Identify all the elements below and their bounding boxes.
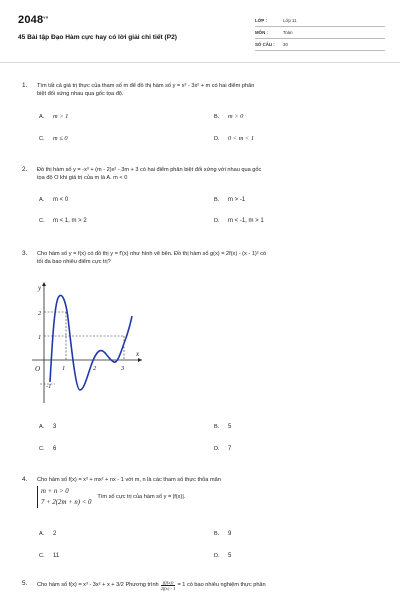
question-line: Đồ thị hàm số y = -x³ + (m - 2)x² - 3m + 3 có hai điểm phân biệt đối xứng với nhau qua gốc (37, 167, 262, 173)
question-2 (22, 166, 382, 224)
meta-row-subject (255, 27, 385, 39)
header-divider (0, 62, 400, 63)
tick-x1: 1 (62, 365, 66, 372)
meta-value: Lớp 11 (283, 18, 297, 23)
meta-info-table (255, 15, 385, 51)
option-d[interactable]: D. 0 < m < 1 (214, 134, 255, 142)
option-b[interactable]: B. 5 (214, 424, 232, 430)
option-c[interactable]: C. m ≤ 0 (39, 134, 68, 142)
option-d[interactable]: D. 5 (214, 553, 232, 559)
condition-row (37, 486, 382, 508)
question-line: Cho hàm số y = f(x) có đồ thị y = f'(x) như hình vẽ bên. Đồ thị hàm số g(x) = 2f(x) - (x - 1)² có (37, 251, 267, 257)
question-number: 3. (22, 250, 28, 257)
meta-row-count (255, 39, 385, 51)
option-d[interactable]: D. m < -1, m > 1 (214, 217, 264, 224)
question-number: 5. (22, 580, 28, 587)
option-c[interactable]: C. 11 (39, 553, 60, 559)
option-b[interactable]: B. m > -1 (214, 196, 246, 203)
tick-y2: 2 (38, 310, 42, 317)
question-3 (22, 250, 382, 267)
option-a[interactable]: A. 3 (39, 424, 57, 430)
option-b[interactable]: B. m > 0 (214, 112, 244, 120)
x-label: x (136, 350, 140, 358)
answer-options (39, 99, 382, 143)
option-d[interactable]: D. 7 (214, 446, 232, 452)
question-5 (22, 580, 382, 591)
meta-value: 30 (283, 42, 288, 47)
question-line: Cho hàm số f(x) = x³ + mx² + nx - 1 với m, n là các tham số thực thỏa mãn (37, 477, 221, 483)
question-line: Tìm số cực trị của hàm số y = |f(x)|. (97, 494, 186, 501)
question-text (37, 250, 382, 267)
derivative-graph (30, 278, 150, 408)
question-line: tối đa bao nhiêu điểm cực trị? (37, 259, 111, 266)
tick-x2: 2 (93, 365, 97, 372)
condition-2: 7 + 2(2m + n) < 0 (41, 499, 92, 507)
y-label: y (38, 284, 42, 292)
tick-yneg1: -1 (46, 383, 52, 390)
question-line: = 1 có bao nhiêu nghiệm thực phân (177, 582, 266, 589)
tick-x3: 3 (121, 365, 125, 372)
page-title: 45 Bài tập Đạo Hàm cực hay có lời giải chi tiết (P2) (18, 34, 177, 41)
equation-fraction (161, 580, 176, 591)
question-text (37, 82, 382, 99)
site-logo[interactable]: $2048^{vn}$ (18, 14, 49, 26)
fraction-denominator: 2f(x) - 1 (160, 586, 176, 591)
meta-value: Toán (283, 30, 293, 35)
option-a[interactable]: A. 2 (39, 531, 57, 537)
meta-label: LỚP : (255, 18, 267, 23)
condition-1: m + n > 0 (41, 488, 69, 496)
meta-label: SỐ CÂU : (255, 42, 275, 47)
question-number: 1. (22, 82, 28, 89)
option-a[interactable]: A. m < 0 (39, 196, 69, 203)
condition-system (37, 486, 91, 508)
question-line: tọa độ O khi giá trị của m là A. m < 0 (37, 175, 128, 182)
meta-label: MÔN : (255, 30, 268, 35)
tick-y1: 1 (38, 334, 42, 341)
question-text (37, 166, 382, 183)
question-line: biệt đối xứng nhau qua gốc tọa độ. (37, 91, 124, 98)
option-c[interactable]: C. m < 1, m > 2 (39, 217, 87, 224)
question-line: Tìm tất cả giá trị thực của tham số m để đồ thị hàm số y = x³ - 3x² + m có hai điểm phân (37, 83, 255, 89)
question-text (37, 580, 382, 591)
meta-row-class (255, 15, 385, 27)
question-number: 4. (22, 476, 28, 483)
question-1 (22, 82, 382, 143)
fraction-numerator: f(f(x)) (161, 580, 176, 586)
curve-fprime (50, 295, 132, 390)
question-4 (22, 476, 382, 508)
origin-label: O (35, 365, 41, 373)
question-text (37, 476, 382, 508)
question-number: 2. (22, 166, 28, 173)
option-c[interactable]: C. 6 (39, 446, 57, 452)
option-a[interactable]: A. m > 1 (39, 112, 69, 120)
y-axis-arrow (42, 282, 46, 286)
x-axis-arrow (138, 358, 142, 362)
option-b[interactable]: B. 9 (214, 531, 232, 537)
question-line: Cho hàm số f(x) = x³ - 3x² + x + 3/2 Phương trình (37, 582, 159, 589)
